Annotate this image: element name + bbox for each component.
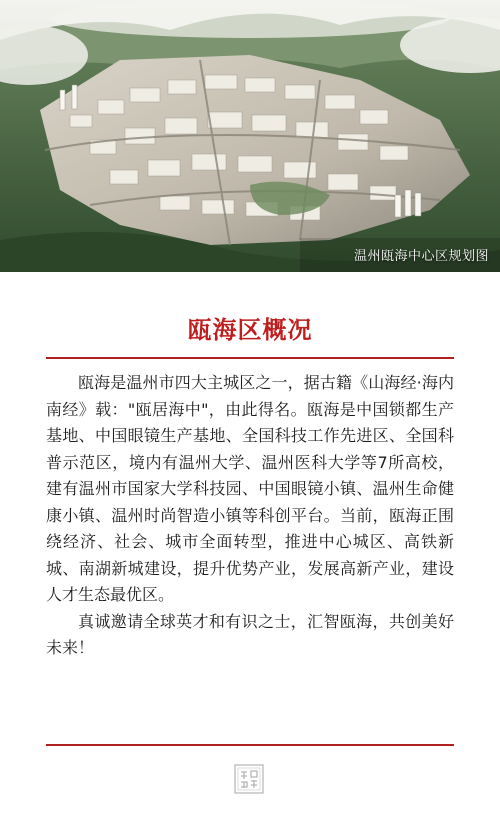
city-plan-illustration [0,0,500,272]
title-divider [46,357,454,359]
seal-stamp-icon [234,764,264,794]
article [0,272,500,824]
image-caption: 温州瓯海中心区规划图 [353,249,489,264]
hero-image [0,0,500,272]
paragraph: 真诚邀请全球英才和有识之士，汇智瓯海，共创美好未来！ [46,611,454,657]
paragraph: 瓯海是温州市四大主城区之一，据古籍《山海经·海内南经》载："瓯居海中"，由此得名。瓯海是中国锁都生产基地、中国眼镜生产基地、全国科技工作先进区、全国科普示范区，境内有温州大学、温州医科大学等7所高校，建有温州市国家大学科技园、中国眼镜小镇、温州生命健康小镇、温州时尚智造小镇等科创平台。当前，瓯海正围绕经济、社会、城市全面转型，推进中心城区、高铁新城、南湖新城建设，提升优势产业，发展高新产业，建设人才生态最优区。 [46,373,454,604]
article-title: 瓯海区概况 [187,316,313,344]
footer-divider [46,744,454,746]
article-body [46,370,454,662]
